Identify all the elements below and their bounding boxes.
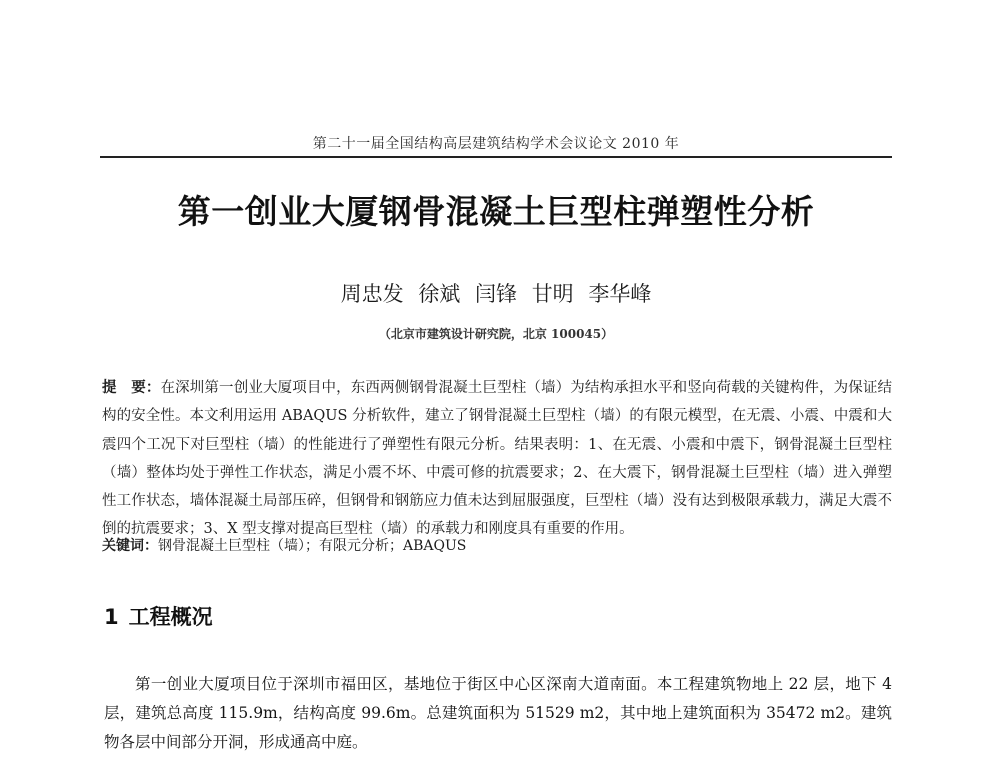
author: 周忠发 bbox=[340, 282, 404, 306]
section-heading bbox=[104, 601, 213, 631]
author-list bbox=[100, 278, 892, 308]
author: 甘明 bbox=[531, 282, 574, 306]
section-title: 工程概况 bbox=[128, 605, 213, 629]
keywords-text: 钢骨混凝土巨型柱（墙）；有限元分析；ABAQUS bbox=[158, 538, 467, 554]
abstract bbox=[102, 374, 892, 544]
abstract-text: 在深圳第一创业大厦项目中，东西两侧钢骨混凝土巨型柱（墙）为结构承担水平和竖向荷载的关键构件，为保证结构的安全性。本文利用运用 ABAQUS 分析软件，建立了钢骨混凝土巨型柱（墙）的有限元模型，在无震、小震、中震和大震四个工况下对巨型柱（墙）的性能进行了弹塑性有限元分析。结果表明：1、在无震、小震和中震下，钢骨混凝土巨型柱（墙）整体均处于弹性工作状态，满足小震不坏、中震可修的抗震要求；2、在大震下，钢骨混凝土巨型柱（墙）进入弹塑性工作状态，墙体混凝土局部压碎，但钢骨和钢筋应力值未达到屈服强度，巨型柱（墙）没有达到极限承载力，满足大震不倒的抗震要求；3、X 型支撑对提高巨型柱（墙）的承载力和刚度具有重要的作用。 bbox=[102, 380, 892, 538]
affiliation: （北京市建筑设计研究院，北京 100045） bbox=[378, 327, 614, 341]
abstract-label: 提 要： bbox=[102, 379, 161, 396]
paper-title: 第一创业大厦钢骨混凝土巨型柱弹塑性分析 bbox=[177, 192, 815, 231]
header-rule bbox=[100, 156, 892, 158]
keywords-label: 关键词： bbox=[102, 538, 158, 554]
author: 李华峰 bbox=[588, 282, 652, 306]
section-number: 1 bbox=[104, 605, 119, 629]
section-body bbox=[104, 670, 892, 757]
author: 闫锋 bbox=[475, 282, 517, 306]
keywords bbox=[102, 535, 892, 555]
author: 徐斌 bbox=[418, 282, 461, 306]
body-paragraph: 第一创业大厦项目位于深圳市福田区，基地位于街区中心区深南大道南面。本工程建筑物地上 22 层，地下 4 层，建筑总高度 115.9m，结构高度 99.6m。总建筑面积为 51529 m2，其中地上建筑面积为 35472 m2。建筑物各层中间部分开洞，形成通高中庭。 bbox=[104, 675, 892, 751]
running-header: 第二十一届全国结构高层建筑结构学术会议论文 2010 年 bbox=[312, 136, 680, 152]
